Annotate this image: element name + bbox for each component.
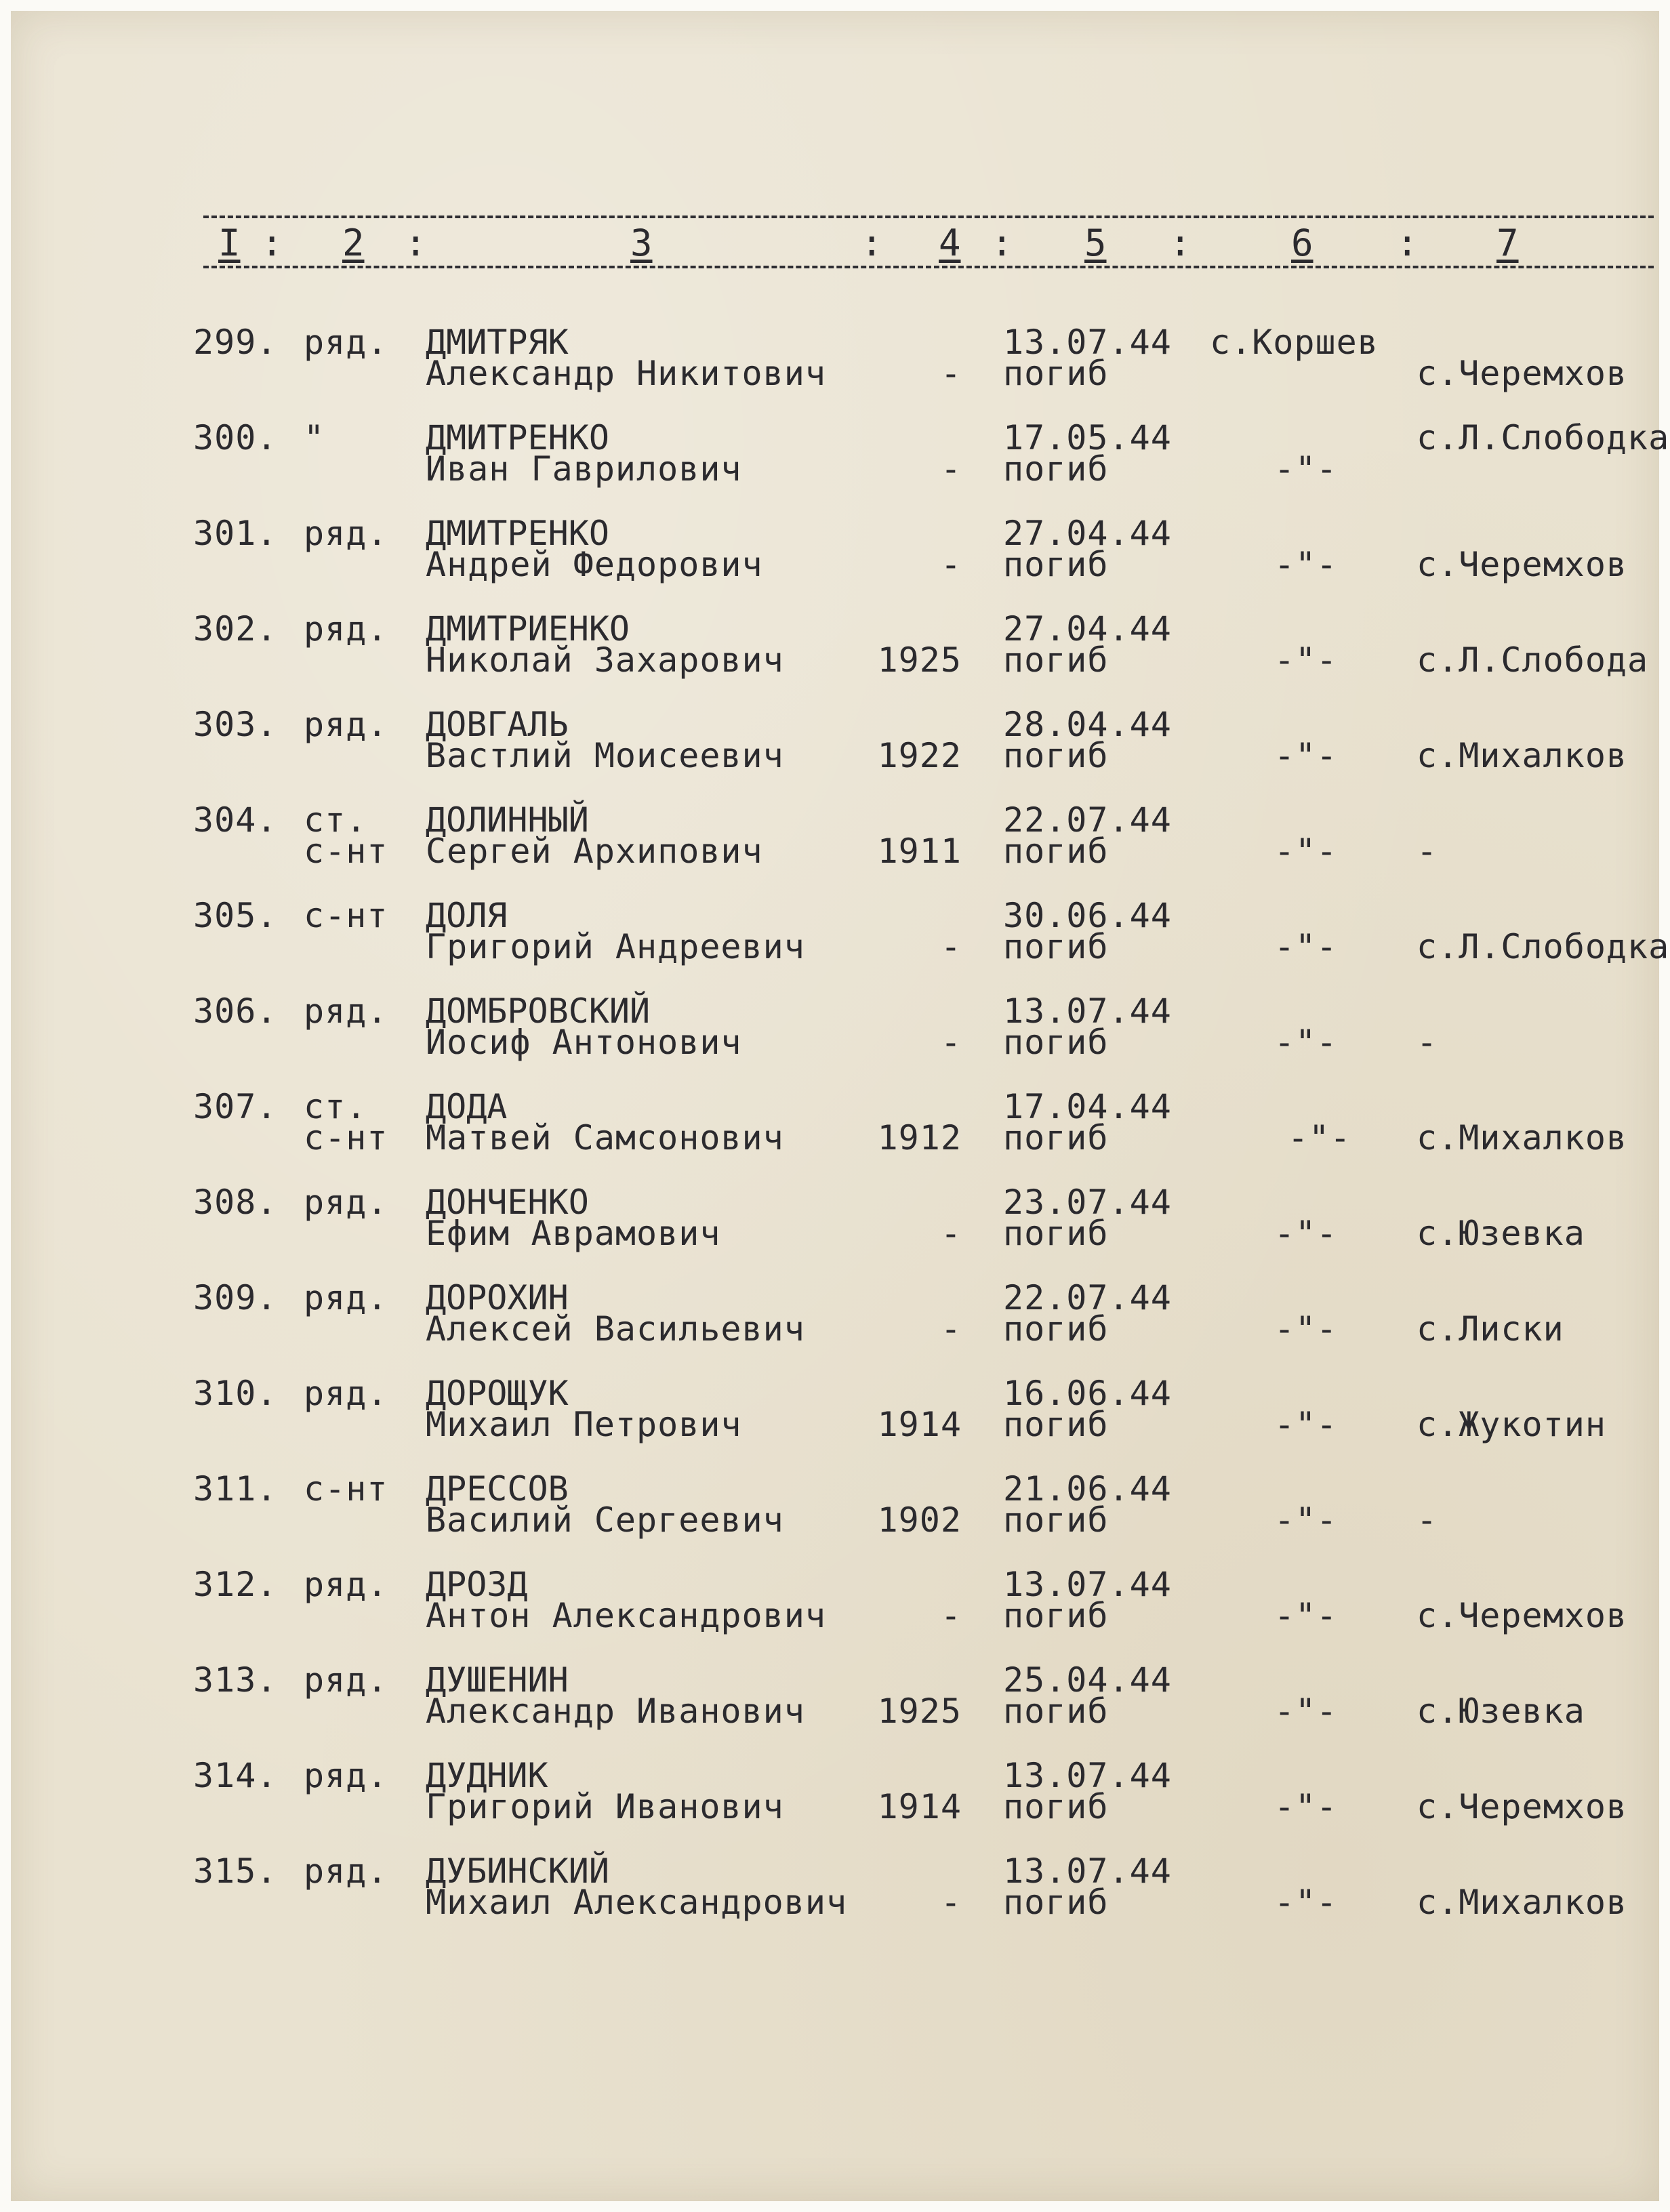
surname: ДМИТРЕНКО bbox=[426, 514, 609, 553]
record-number: 303. bbox=[193, 705, 278, 744]
surname: ДМИТРЕНКО bbox=[426, 418, 609, 457]
rank: " bbox=[304, 418, 325, 457]
surname: ДОНЧЕНКО bbox=[426, 1183, 589, 1222]
given-names: Иосиф Антонович bbox=[426, 1023, 742, 1062]
given-names: Михаил Александрович bbox=[426, 1883, 848, 1922]
surname: ДОРОХИН bbox=[426, 1278, 569, 1317]
record-number: 306. bbox=[193, 991, 278, 1031]
surname: ДРОЗД bbox=[426, 1565, 528, 1604]
surname: ДОВГАЛЬ bbox=[426, 705, 569, 744]
birth-year: - bbox=[940, 449, 962, 489]
record-number: 311. bbox=[193, 1469, 278, 1509]
record-number: 314. bbox=[193, 1756, 278, 1795]
date-of-death: 28.04.44 bbox=[1003, 705, 1172, 744]
date-of-death: 30.06.44 bbox=[1003, 896, 1172, 935]
column-separator: : bbox=[261, 222, 283, 264]
home-village: с.Жукотин bbox=[1417, 1405, 1606, 1444]
column-number-3: 3 bbox=[630, 222, 653, 264]
header-rule-top bbox=[203, 216, 1654, 218]
burial-ditto-mark: -"- bbox=[1274, 1692, 1338, 1731]
surname: ДМИТРИЕНКО bbox=[426, 609, 630, 649]
home-village: с.Михалков bbox=[1417, 736, 1628, 775]
home-village: с.Лиски bbox=[1417, 1309, 1564, 1349]
given-names: Антон Александрович bbox=[426, 1596, 826, 1635]
birth-year: - bbox=[940, 1214, 962, 1253]
given-names: Александр Иванович bbox=[426, 1692, 805, 1731]
record-number: 307. bbox=[193, 1087, 278, 1126]
burial-ditto-mark: -"- bbox=[1288, 1118, 1351, 1158]
rank: с-нт bbox=[304, 1469, 388, 1509]
fate: погиб bbox=[1003, 545, 1109, 584]
table-row bbox=[0, 516, 1670, 605]
date-of-death: 17.04.44 bbox=[1003, 1087, 1172, 1126]
column-number-2: 2 bbox=[342, 222, 365, 264]
surname: ДУШЕНИН bbox=[426, 1660, 569, 1700]
fate: погиб bbox=[1003, 832, 1109, 871]
surname: ДОРОЩУК bbox=[426, 1374, 569, 1413]
home-village: с.Л.Слободка bbox=[1417, 927, 1670, 966]
header-rule-bottom bbox=[203, 266, 1654, 268]
birth-year: 1912 bbox=[877, 1118, 962, 1158]
burial-ditto-mark: -"- bbox=[1274, 640, 1338, 680]
birth-year: 1902 bbox=[877, 1500, 962, 1540]
rank: ряд. bbox=[304, 705, 388, 744]
rank: ст. bbox=[304, 1087, 367, 1126]
birth-year: 1911 bbox=[877, 832, 962, 871]
home-village: с.Черемхов bbox=[1417, 545, 1628, 584]
given-names: Василий Сергеевич bbox=[426, 1500, 784, 1540]
home-village: с.Л.Слобода bbox=[1417, 640, 1649, 680]
birth-year: - bbox=[940, 1309, 962, 1349]
home-village: с.Черемхов bbox=[1417, 354, 1628, 393]
given-names: Андрей Федорович bbox=[426, 545, 763, 584]
fate: погиб bbox=[1003, 354, 1109, 393]
home-village: с.Л.Слободка bbox=[1417, 418, 1670, 457]
fate: погиб bbox=[1003, 927, 1109, 966]
date-of-death: 13.07.44 bbox=[1003, 1756, 1172, 1795]
table-row bbox=[0, 991, 1670, 1082]
table-row bbox=[0, 609, 1670, 700]
date-of-death: 22.07.44 bbox=[1003, 1278, 1172, 1317]
rank: ряд. bbox=[304, 1565, 388, 1604]
date-of-death: 13.07.44 bbox=[1003, 1851, 1172, 1891]
burial-ditto-mark: -"- bbox=[1274, 1883, 1338, 1922]
burial-ditto-mark: -"- bbox=[1274, 832, 1338, 871]
burial-ditto-mark: -"- bbox=[1274, 1405, 1338, 1444]
home-village: с.Михалков bbox=[1417, 1118, 1628, 1158]
fate: погиб bbox=[1003, 1692, 1109, 1731]
date-of-death: 17.05.44 bbox=[1003, 418, 1172, 457]
table-row bbox=[0, 1185, 1670, 1273]
table-row bbox=[0, 1087, 1670, 1178]
surname: ДМИТРЯК bbox=[426, 323, 569, 362]
burial-ditto-mark: -"- bbox=[1274, 1787, 1338, 1826]
home-village: с.Михалков bbox=[1417, 1883, 1628, 1922]
given-names: Матвей Самсонович bbox=[426, 1118, 784, 1158]
home-village: с.Черемхов bbox=[1417, 1787, 1628, 1826]
home-village: с.Юзевка bbox=[1417, 1692, 1585, 1731]
birth-year: 1925 bbox=[877, 1692, 962, 1731]
column-separator: : bbox=[405, 222, 427, 264]
given-names: Вастлий Моисеевич bbox=[426, 736, 784, 775]
surname: ДРЕССОВ bbox=[426, 1469, 569, 1509]
record-number: 302. bbox=[193, 609, 278, 649]
given-names: Александр Никитович bbox=[426, 354, 826, 393]
fate: погиб bbox=[1003, 1023, 1109, 1062]
given-names: Алексей Васильевич bbox=[426, 1309, 805, 1349]
surname: ДОДА bbox=[426, 1087, 508, 1126]
fate: погиб bbox=[1003, 1883, 1109, 1922]
rank: ряд. bbox=[304, 991, 388, 1031]
given-names: Михаил Петрович bbox=[426, 1405, 742, 1444]
given-names: Николай Захарович bbox=[426, 640, 784, 680]
record-number: 312. bbox=[193, 1565, 278, 1604]
rank: ряд. bbox=[304, 1660, 388, 1700]
fate: погиб bbox=[1003, 1787, 1109, 1826]
burial-ditto-mark: -"- bbox=[1274, 736, 1338, 775]
birth-year: - bbox=[940, 1596, 962, 1635]
date-of-death: 25.04.44 bbox=[1003, 1660, 1172, 1700]
burial-ditto-mark: -"- bbox=[1274, 927, 1338, 966]
table-row bbox=[0, 1851, 1670, 1942]
record-number: 308. bbox=[193, 1183, 278, 1222]
column-number-7: 7 bbox=[1496, 222, 1519, 264]
rank: ряд. bbox=[304, 323, 388, 362]
home-village: - bbox=[1417, 1500, 1438, 1540]
fate: погиб bbox=[1003, 1118, 1109, 1158]
date-of-death: 16.06.44 bbox=[1003, 1374, 1172, 1413]
surname: ДОМБРОВСКИЙ bbox=[426, 991, 651, 1031]
record-number: 299. bbox=[193, 323, 278, 362]
given-names: Ефим Аврамович bbox=[426, 1214, 721, 1253]
date-of-death: 27.04.44 bbox=[1003, 609, 1172, 649]
home-village: - bbox=[1417, 832, 1438, 871]
table-row bbox=[0, 1660, 1670, 1751]
column-separator: : bbox=[1169, 222, 1192, 264]
birth-year: - bbox=[940, 1883, 962, 1922]
home-village: с.Черемхов bbox=[1417, 1596, 1628, 1635]
rank-line-2: с-нт bbox=[304, 1118, 388, 1158]
rank: ряд. bbox=[304, 1278, 388, 1317]
surname: ДОЛЯ bbox=[426, 896, 508, 935]
record-number: 310. bbox=[193, 1374, 278, 1413]
burial-ditto-mark: -"- bbox=[1274, 1500, 1338, 1540]
date-of-death: 27.04.44 bbox=[1003, 514, 1172, 553]
record-number: 304. bbox=[193, 800, 278, 840]
table-row bbox=[0, 418, 1670, 509]
record-number: 313. bbox=[193, 1660, 278, 1700]
burial-ditto-mark: -"- bbox=[1274, 1596, 1338, 1635]
column-number-4: 4 bbox=[939, 222, 961, 264]
birth-year: 1914 bbox=[877, 1405, 962, 1444]
surname: ДУБИНСКИЙ bbox=[426, 1851, 609, 1891]
birth-year: - bbox=[940, 1023, 962, 1062]
column-number-6: 6 bbox=[1291, 222, 1313, 264]
birth-year: - bbox=[940, 545, 962, 584]
given-names: Сергей Архипович bbox=[426, 832, 763, 871]
date-of-death: 13.07.44 bbox=[1003, 1565, 1172, 1604]
column-separator: : bbox=[991, 222, 1013, 264]
fate: погиб bbox=[1003, 736, 1109, 775]
record-number: 309. bbox=[193, 1278, 278, 1317]
fate: погиб bbox=[1003, 1214, 1109, 1253]
fate: погиб bbox=[1003, 449, 1109, 489]
column-separator: : bbox=[1396, 222, 1419, 264]
table-row bbox=[0, 325, 1670, 413]
given-names: Григорий Иванович bbox=[426, 1787, 784, 1826]
table-row bbox=[0, 1565, 1670, 1656]
birth-year: - bbox=[940, 927, 962, 966]
table-row bbox=[0, 1278, 1670, 1369]
birth-year: 1925 bbox=[877, 640, 962, 680]
rank: ряд. bbox=[304, 1851, 388, 1891]
fate: погиб bbox=[1003, 1309, 1109, 1349]
record-number: 300. bbox=[193, 418, 278, 457]
table-row bbox=[0, 705, 1670, 796]
date-of-death: 21.06.44 bbox=[1003, 1469, 1172, 1509]
column-separator: : bbox=[861, 222, 883, 264]
table-row bbox=[0, 1469, 1670, 1560]
rank: ряд. bbox=[304, 514, 388, 553]
date-of-death: 13.07.44 bbox=[1003, 323, 1172, 362]
rank: ряд. bbox=[304, 1374, 388, 1413]
home-village: с.Юзевка bbox=[1417, 1214, 1585, 1253]
fate: погиб bbox=[1003, 1596, 1109, 1635]
burial-ditto-mark: -"- bbox=[1274, 1309, 1338, 1349]
birth-year: 1914 bbox=[877, 1787, 962, 1826]
column-number-5: 5 bbox=[1084, 222, 1107, 264]
fate: погиб bbox=[1003, 640, 1109, 680]
burial-ditto-mark: -"- bbox=[1274, 1214, 1338, 1253]
birth-year: 1922 bbox=[877, 736, 962, 775]
date-of-death: 22.07.44 bbox=[1003, 800, 1172, 840]
record-number: 305. bbox=[193, 896, 278, 935]
birth-year: - bbox=[940, 354, 962, 393]
rank: с-нт bbox=[304, 896, 388, 935]
fate: погиб bbox=[1003, 1405, 1109, 1444]
column-number-1: I bbox=[218, 222, 241, 264]
burial-place: с.Коршев bbox=[1210, 323, 1379, 362]
burial-ditto-mark: -"- bbox=[1274, 1023, 1338, 1062]
table-row bbox=[0, 1756, 1670, 1847]
given-names: Иван Гаврилович bbox=[426, 449, 742, 489]
table-row bbox=[0, 800, 1670, 891]
burial-ditto-mark: -"- bbox=[1274, 449, 1338, 489]
surname: ДУДНИК bbox=[426, 1756, 548, 1795]
table-row bbox=[0, 1376, 1670, 1465]
rank: ряд. bbox=[304, 609, 388, 649]
fate: погиб bbox=[1003, 1500, 1109, 1540]
date-of-death: 23.07.44 bbox=[1003, 1183, 1172, 1222]
burial-ditto-mark: -"- bbox=[1274, 545, 1338, 584]
rank: ряд. bbox=[304, 1183, 388, 1222]
record-number: 301. bbox=[193, 514, 278, 553]
surname: ДОЛИННЫЙ bbox=[426, 800, 589, 840]
rank: ст. bbox=[304, 800, 367, 840]
table-row bbox=[0, 896, 1670, 987]
rank: ряд. bbox=[304, 1756, 388, 1795]
given-names: Григорий Андреевич bbox=[426, 927, 805, 966]
rank-line-2: с-нт bbox=[304, 832, 388, 871]
record-number: 315. bbox=[193, 1851, 278, 1891]
date-of-death: 13.07.44 bbox=[1003, 991, 1172, 1031]
home-village: - bbox=[1417, 1023, 1438, 1062]
